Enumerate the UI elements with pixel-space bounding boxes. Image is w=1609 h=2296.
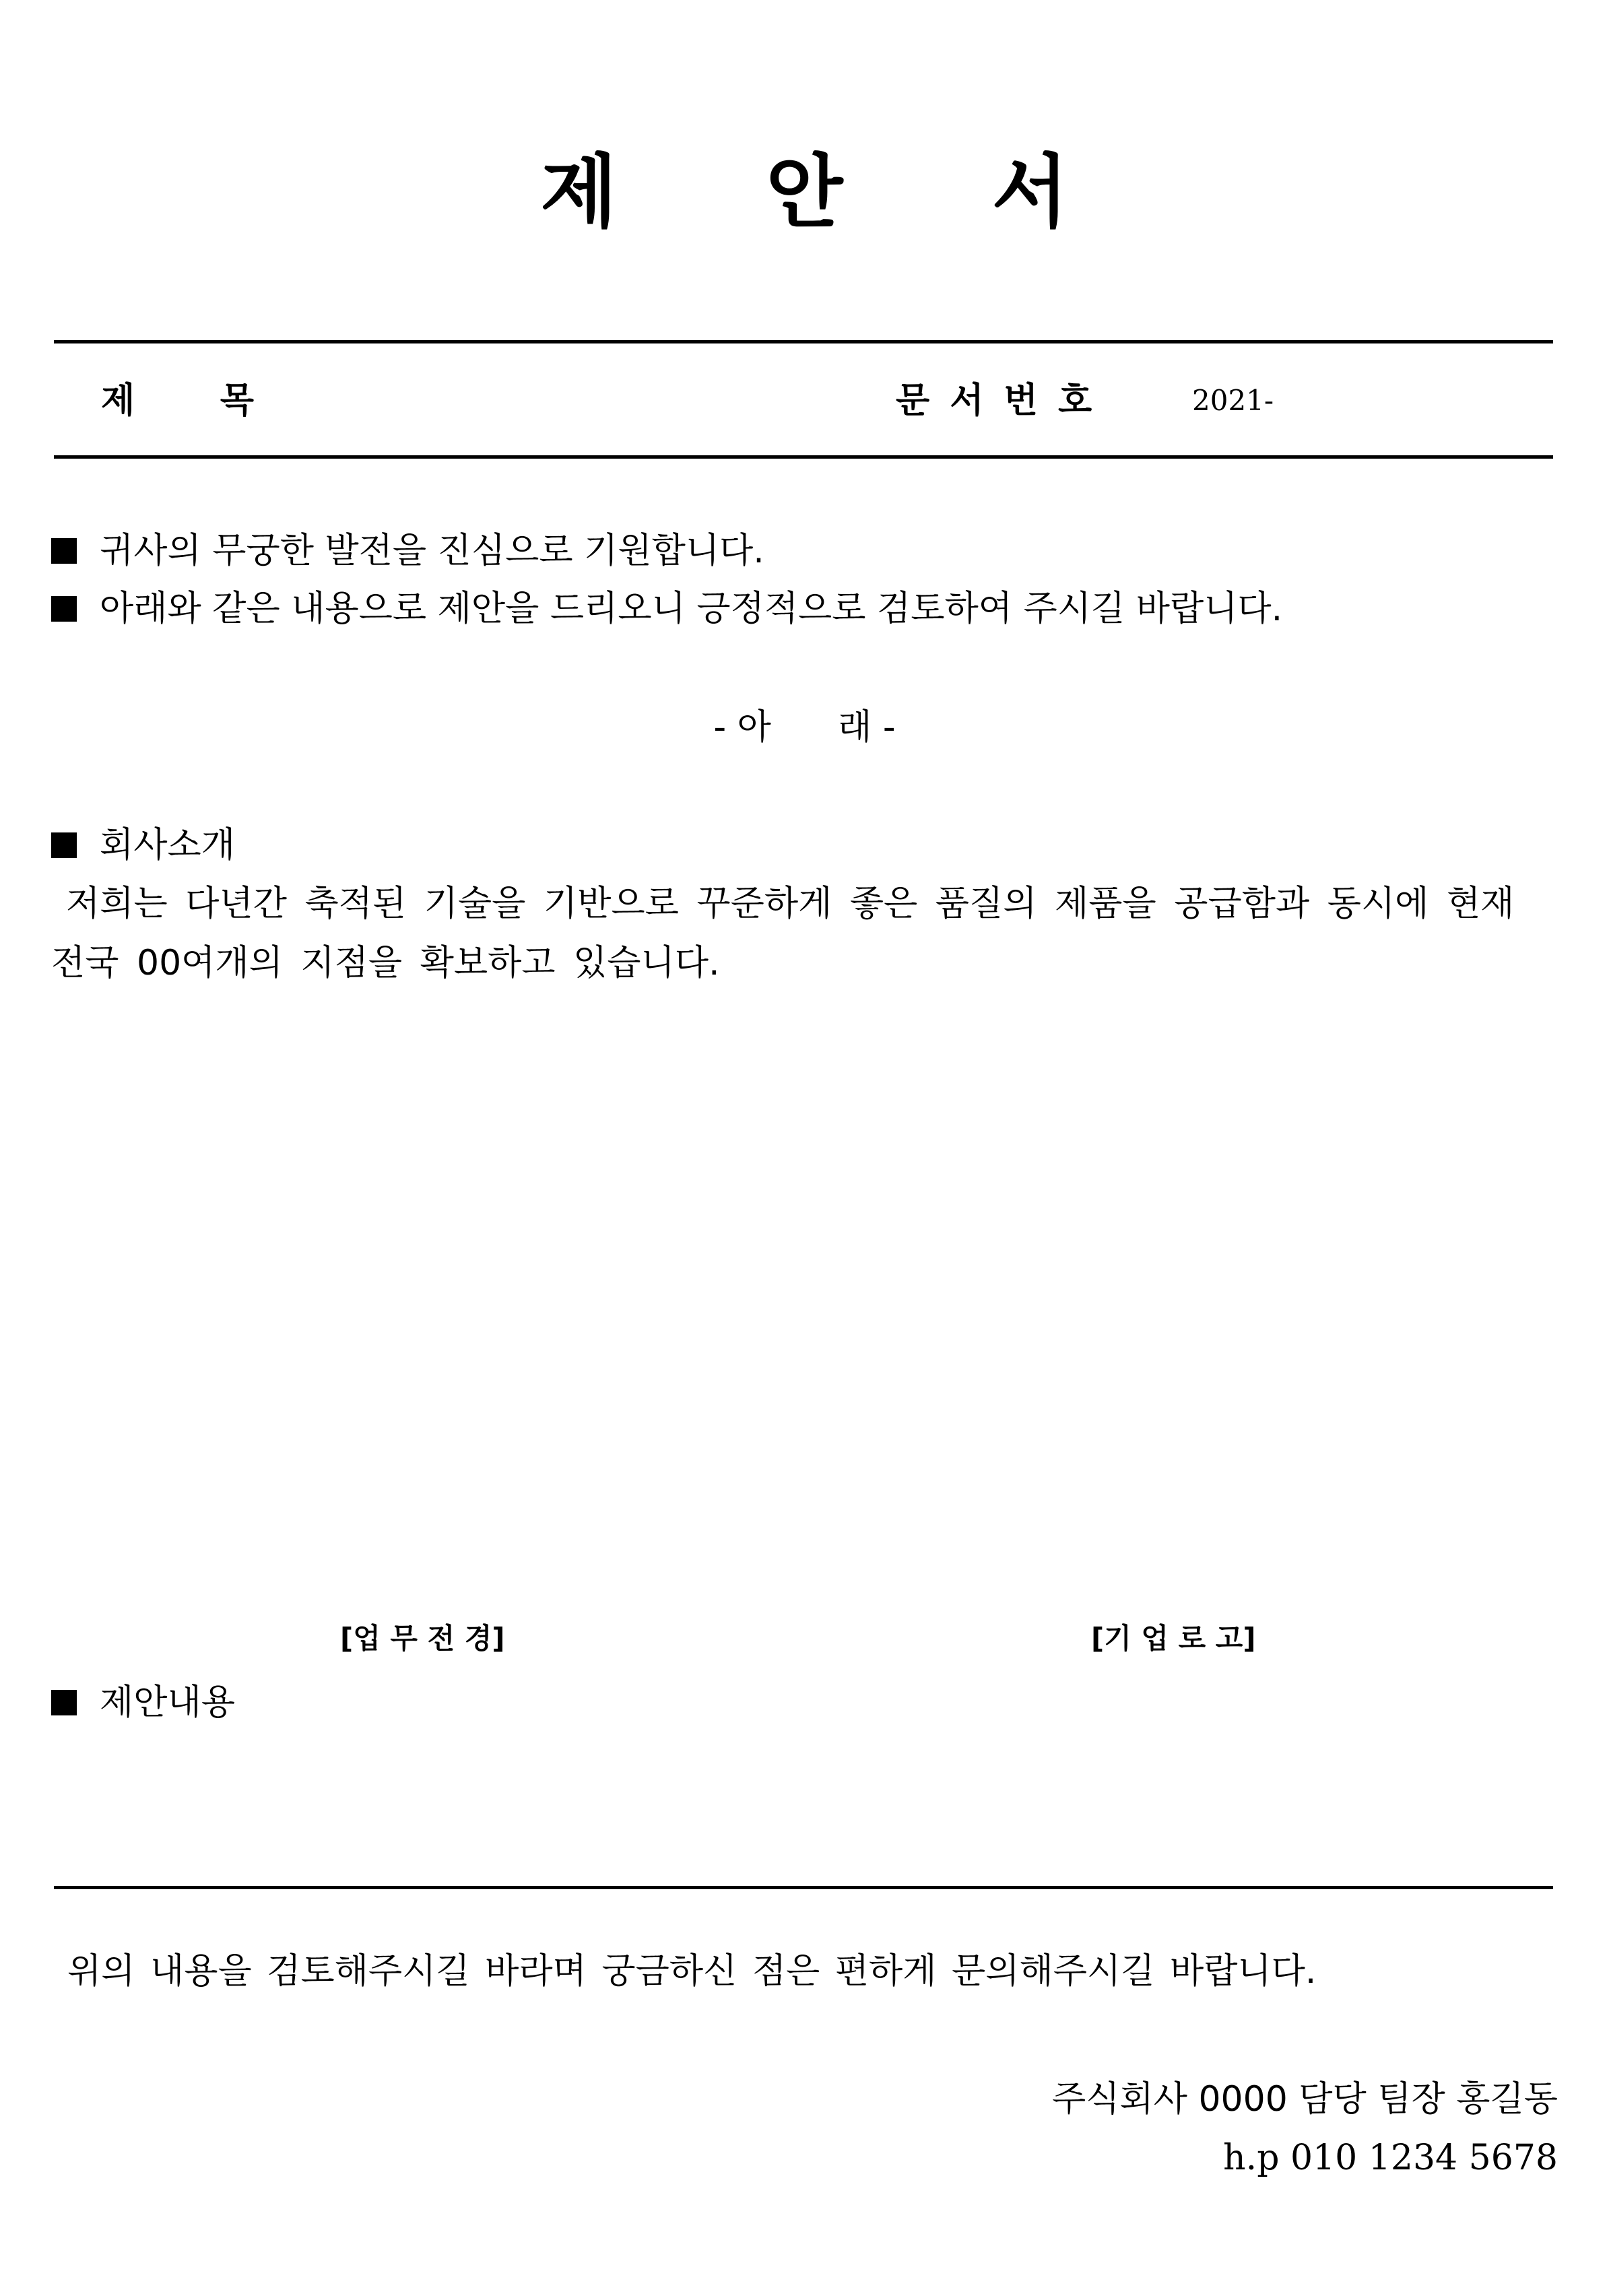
company-intro-heading (51, 818, 235, 872)
square-bullet-icon (51, 832, 77, 858)
intro-text-1: 귀사의 무궁한 발전을 진심으로 기원합니다. (100, 531, 764, 571)
intro-line-1 (51, 524, 764, 578)
company-intro-body: 저희는 다년간 축적된 기술을 기반으로 꾸준하게 좋은 품질의 제품을 공급함과 동시에 현재 전국 00여개의 지점을 확보하고 있습니다. (51, 884, 1515, 983)
square-bullet-icon (51, 596, 77, 622)
company-logo-caption: [기 업 로 고] (1091, 1622, 1256, 1655)
signature-company: 주식회사 0000 담당 팀장 홍길동 (1051, 2079, 1558, 2120)
signature-phone: h.p 010 1234 5678 (1223, 2138, 1558, 2178)
square-bullet-icon (51, 1690, 77, 1715)
intro-line-2 (51, 582, 1282, 636)
doc-number-value: 2021- (1192, 384, 1274, 417)
header-bottom-rule (54, 455, 1553, 459)
proposal-heading-text: 제안내용 (100, 1682, 235, 1723)
square-bullet-icon (51, 538, 77, 564)
header-top-rule (54, 340, 1553, 343)
office-view-caption: [업 무 전 경] (340, 1622, 505, 1655)
proposal-heading (51, 1676, 235, 1730)
subject-label: 제 목 (101, 381, 258, 421)
section-separator: - 아 래 - (713, 707, 896, 748)
closing-text: 위의 내용을 검토해주시길 바라며 궁금하신 점은 편하게 문의해주시길 바랍니다. (67, 1951, 1317, 1992)
intro-text-2: 아래와 같은 내용으로 제안을 드리오니 긍정적으로 검토하여 주시길 바랍니다. (100, 589, 1283, 629)
doc-number-label: 문 서 번 호 (896, 381, 1096, 421)
closing-rule (54, 1886, 1553, 1889)
company-intro-heading-text: 회사소개 (100, 825, 235, 865)
document-title: 제 안 서 (540, 145, 1129, 238)
